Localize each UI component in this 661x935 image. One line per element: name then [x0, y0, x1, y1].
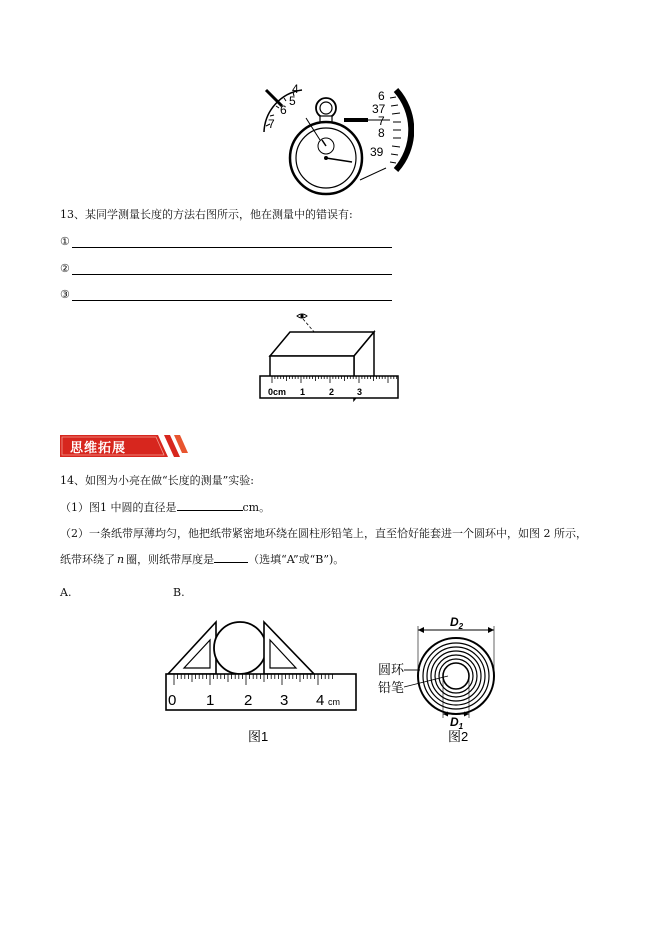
fig2-label-d1: $D_1$: [450, 715, 464, 731]
q14-part2-blank[interactable]: [214, 562, 248, 563]
q14-option-a[interactable]: A.: [60, 586, 72, 599]
q14-prompt: 14、如图为小亮在做“长度的测量”实验:: [60, 474, 254, 487]
fig2-label-d2: $D_2$: [450, 615, 464, 631]
q14-part2-text-a: 纸带环绕了: [60, 553, 115, 566]
small-dial-label-4: 4: [292, 82, 299, 96]
scale-label-7: 7: [378, 114, 385, 128]
fig2-label-ring: 圆环: [378, 662, 405, 677]
q13-answer-line-3[interactable]: [72, 300, 392, 301]
scale-label-37: 37: [372, 102, 386, 116]
fig2-caption: 图2: [448, 729, 469, 744]
q14-part1-unit: cm。: [242, 501, 271, 514]
q13-answer-line-1[interactable]: [72, 247, 392, 248]
q13-item-1: ①: [60, 235, 70, 248]
fig1-caption: 图1: [248, 729, 269, 744]
q13-answer-line-2[interactable]: [72, 274, 392, 275]
fig2-label-pencil: 铅笔: [378, 680, 405, 695]
stopwatch-figure: [258, 80, 414, 200]
ruler-block-tick-3: 3: [357, 387, 363, 397]
q14-part2-line1: （2）一条纸带厚薄均匀，他把纸带紧密地环绕在圆柱形铅笔上，直至恰好能套进一个圆环中，如图 2 所示，: [60, 527, 587, 540]
q13-item-3: ③: [60, 288, 70, 301]
ruler-block-tick-2: 2: [329, 387, 335, 397]
small-dial-label-7: 7: [268, 117, 275, 131]
ruler-block-tick-1: 1: [300, 387, 306, 397]
fig1-unit: cm: [328, 697, 340, 707]
q14-part2-n: n: [117, 553, 125, 566]
figure-2: [374, 612, 504, 748]
fig1-tick-4: 4: [316, 692, 325, 709]
scale-label-8: 8: [378, 126, 385, 140]
scale-label-39: 39: [370, 145, 384, 159]
q14-option-b[interactable]: B.: [173, 586, 185, 599]
scale-label-6: 6: [378, 89, 385, 103]
fig1-tick-3: 3: [280, 692, 289, 709]
fig1-tick-2: 2: [244, 692, 253, 709]
q14-part2-text-b: 圈，则纸带厚度是: [126, 553, 215, 566]
small-dial-label-6: 6: [280, 103, 287, 117]
small-dial-label-5: 5: [289, 94, 296, 108]
fig1-tick-0: 0: [168, 692, 177, 709]
q14-part1: [60, 501, 270, 515]
figure-1: [164, 612, 360, 748]
q14-part1-text: （1）图1 中圆的直径是: [60, 501, 177, 514]
q14-part1-blank[interactable]: [177, 510, 243, 511]
fig1-tick-1: 1: [206, 692, 215, 709]
ruler-block-figure: [256, 310, 402, 414]
section-banner-label: 思维拓展: [70, 440, 127, 455]
q13-item-2: ②: [60, 262, 70, 275]
q13-prompt: 13、某同学测量长度的方法右图所示，他在测量中的错误有:: [60, 208, 353, 221]
q14-part2-line2: [60, 553, 344, 567]
ruler-block-tick-0: 0cm: [268, 387, 287, 397]
q14-part2-text-c: （选填“A”或“B”)。: [248, 553, 345, 566]
